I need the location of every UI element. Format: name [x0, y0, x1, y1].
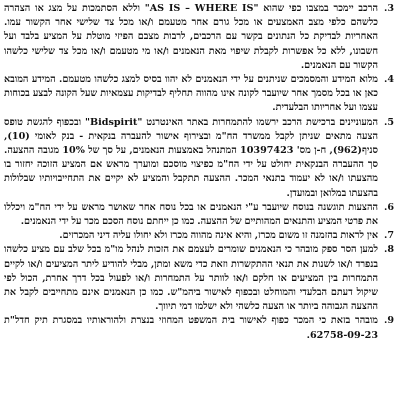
clause-text: מובהר בזאת כי המכר כפוף לאישור בית המשפט המחוזי בנצרת ולהוראותיו במסגרת תיק חדל"ת 62758-09-23.	[4, 315, 378, 341]
clause-number: 4.	[383, 74, 394, 86]
clause-number: 3.	[383, 3, 394, 14]
clause-8	[4, 243, 394, 314]
clause-text: אין לראות בהזמנה זו משום מכרז, והיא אינה מהווה מכרז ולא יחולו עליה דיני המכרזים.	[59, 230, 378, 242]
clause-7	[4, 229, 394, 243]
clause-text: למען הסר ספק מובהר כי הנאמנים שומרים לעצמם את הזכות לנהל מו"מ בכל שלב עם מציע כלשהו בנפרד ו/או לשנות את תנאי ההתקשרות וזאת כדי משא ומתן, מבלי להודיע ליתר המציעים ו/או לקיים התמחרות בין המציעים או חלקם ו/או לוותר על התמחרות ו/או לפעול בכל דרך אחרת, הכול לפי שיקול דעתם הבלעדי והמוחלט ובכפוף לאישור ביהמ"ש. כמו כן הנאמנים אינם מתחייבים לקבל את ההצעה הגבוהה ביותר או הצעה כלשהי ולא ישלמו דמי תיווך.	[4, 244, 378, 313]
clause-number: 7.	[383, 230, 394, 242]
clause-number: 5.	[383, 116, 394, 128]
clause-5	[4, 116, 394, 201]
clause-text: המעוניינים ברכישת הרכב ירשמו להתמחרות באתר האינטרנט "Bidspirit" ובכפוף להגשת טופס הצעה מתאים שניתן לקבל ממשרד הח"מ ובצירוף אישור להעברה בנקאית - בנק לאומי (10), סניף(962), ח-ן מס' 10397423 המתנהל באמצעות הנאמנים, על סך של 10% מגובה ההצעה. סך ההעברה הבנקאית יחולט על ידי הח"מ כפיצוי מוסכם ומוערך מראש אם המציע הזוכה יחזור בו מהצעתו ו/או לא יעמוד בתנאי המכר. ההצעה תתקבל והמציע לא יקיים את התחייבויותיו שבלולות בהצעתו במלואן ובמועדן.	[4, 116, 379, 199]
clause-text: הרכב יימכר במצבו כפי שהוא "AS IS – WHERE IS" וללא הסתמכות על מצג או הצהרה כלשהם כלפי מצב האמצעים או מכל גורם אחר מטעמם ו/או מכל צד שלישי אחר הקשור עמו. האחריות לבדיקת כל הנתונים בקשר עם הרכבים, לרבות מצבם הפיזי מוטלת על המציע בלבד ועל חשבונו, ללא כל אפשרות לקבלת שיפוי מאת הנאמנים ו/או מי מטעמם ו/או מכל צד שלישי כלשהו הקשור עם הנאמנים.	[4, 3, 378, 71]
clause-number: 8.	[383, 244, 394, 256]
clause-number: 9.	[383, 315, 394, 327]
clause-number: 6.	[383, 201, 394, 213]
clause-4	[4, 73, 394, 116]
clause-9	[4, 314, 394, 342]
clause-6	[4, 201, 394, 229]
clause-text: ההצעות תוגשנה בנוסח שיועבר ע"י הנאמנים או בכל נוסח אחר שאושר מראש על ידי הח"מ ויכללו את פרטי המציע והתנאים המהותיים של ההצעה. כמו כן ייחתם נוסח הסכם מכר על ידי הנאמנים.	[4, 201, 378, 228]
clause-3	[4, 2, 394, 73]
clause-text: מלוא המידע והמסמכים שניתנים על ידי הנאמנים לא יהוו בסיס למצג כלשהו מטעמם. המידע המובא כאן או בכל מסמך אחר שיועבר לקונה אינו מהווה תחליף לבדיקות עצמאיות שעל הקונה לבצע בכוחות עצמו ועל אחריותו הבלעדית.	[4, 74, 378, 114]
